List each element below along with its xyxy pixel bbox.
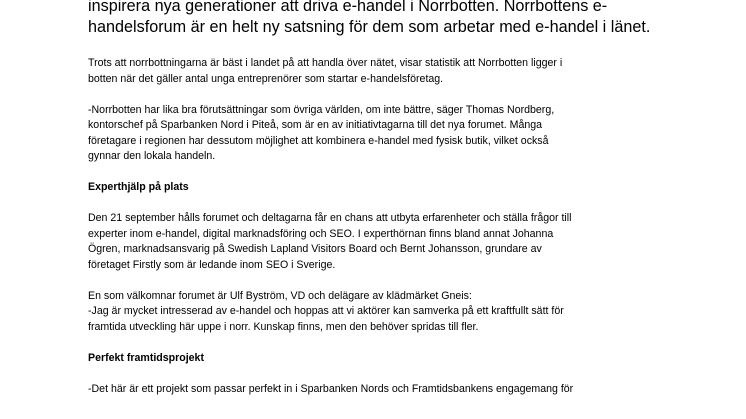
text-line: -Jag är mycket intresserad av e-handel och hoppas att vi aktörer kan samverka på ett kraftfullt sätt för <box>88 305 564 317</box>
section-heading: Experthjälp på plats <box>88 181 189 193</box>
body-paragraph <box>88 56 738 87</box>
text-line: botten när det gäller antal unga entreprenörer som startar e-handelsföretag. <box>88 72 444 85</box>
text-line: gynnar den lokala handeln. <box>88 150 216 162</box>
text-line: företagare i regionen har dessutom möjlighet att kombinera e-handel med fysisk butik, vilket också <box>88 134 549 147</box>
text-line: kontorschef på Sparbanken Nord i Piteå, som är en av initiativtagarna till det nya forumet. Många <box>88 119 543 131</box>
section-heading: Perfekt framtidsprojekt <box>88 351 204 364</box>
body-paragraph <box>88 211 738 273</box>
text-line: -Det här är ett projekt som passar perfekt in i Sparbanken Nords och Framtidsbankens engagemang för <box>88 382 574 395</box>
text-line: experter inom e-handel, digital marknadsföring och SEO. I experthörnan finns bland annat Johanna <box>88 227 554 240</box>
text-line: Trots att norrbottningarna är bäst i landet på att handla över nätet, visar statistik att Norrbotten ligger i <box>88 57 563 69</box>
text-line: företaget Firstly som är ledande inom SEO i Sverige. <box>88 258 336 271</box>
quote-paragraph <box>88 103 738 165</box>
text-line: -Norrbotten har lika bra förutsättningar som övriga världen, om inte bättre, säger Thomas Nordberg, <box>88 103 555 116</box>
text-line: En som välkomnar forumet är Ulf Byström, VD och delägare av klädmärket Gneis: <box>88 289 472 302</box>
lead-line: handelsforum är en helt ny satsning för dem som arbetar med e-handel i länet. <box>88 18 651 36</box>
text-line: Ögren, marknadsansvarig på Swedish Lapland Visitors Board och Bernt Johansson, grundare av <box>88 243 542 255</box>
lead-line: inspirera nya generationer att driva e-handel i Norrbotten. Norrbottens e- <box>88 0 608 15</box>
document-page <box>88 0 738 397</box>
text-line: framtida utveckling här uppe i norr. Kunskap finns, men den behöver spridas till fler. <box>88 320 479 333</box>
lead-paragraph <box>88 0 738 38</box>
quote-paragraph <box>88 289 738 336</box>
quote-paragraph <box>88 382 738 398</box>
text-line: Den 21 september hålls forumet och deltagarna får en chans att utbyta erfarenheter och ställa frågor till <box>88 212 572 224</box>
